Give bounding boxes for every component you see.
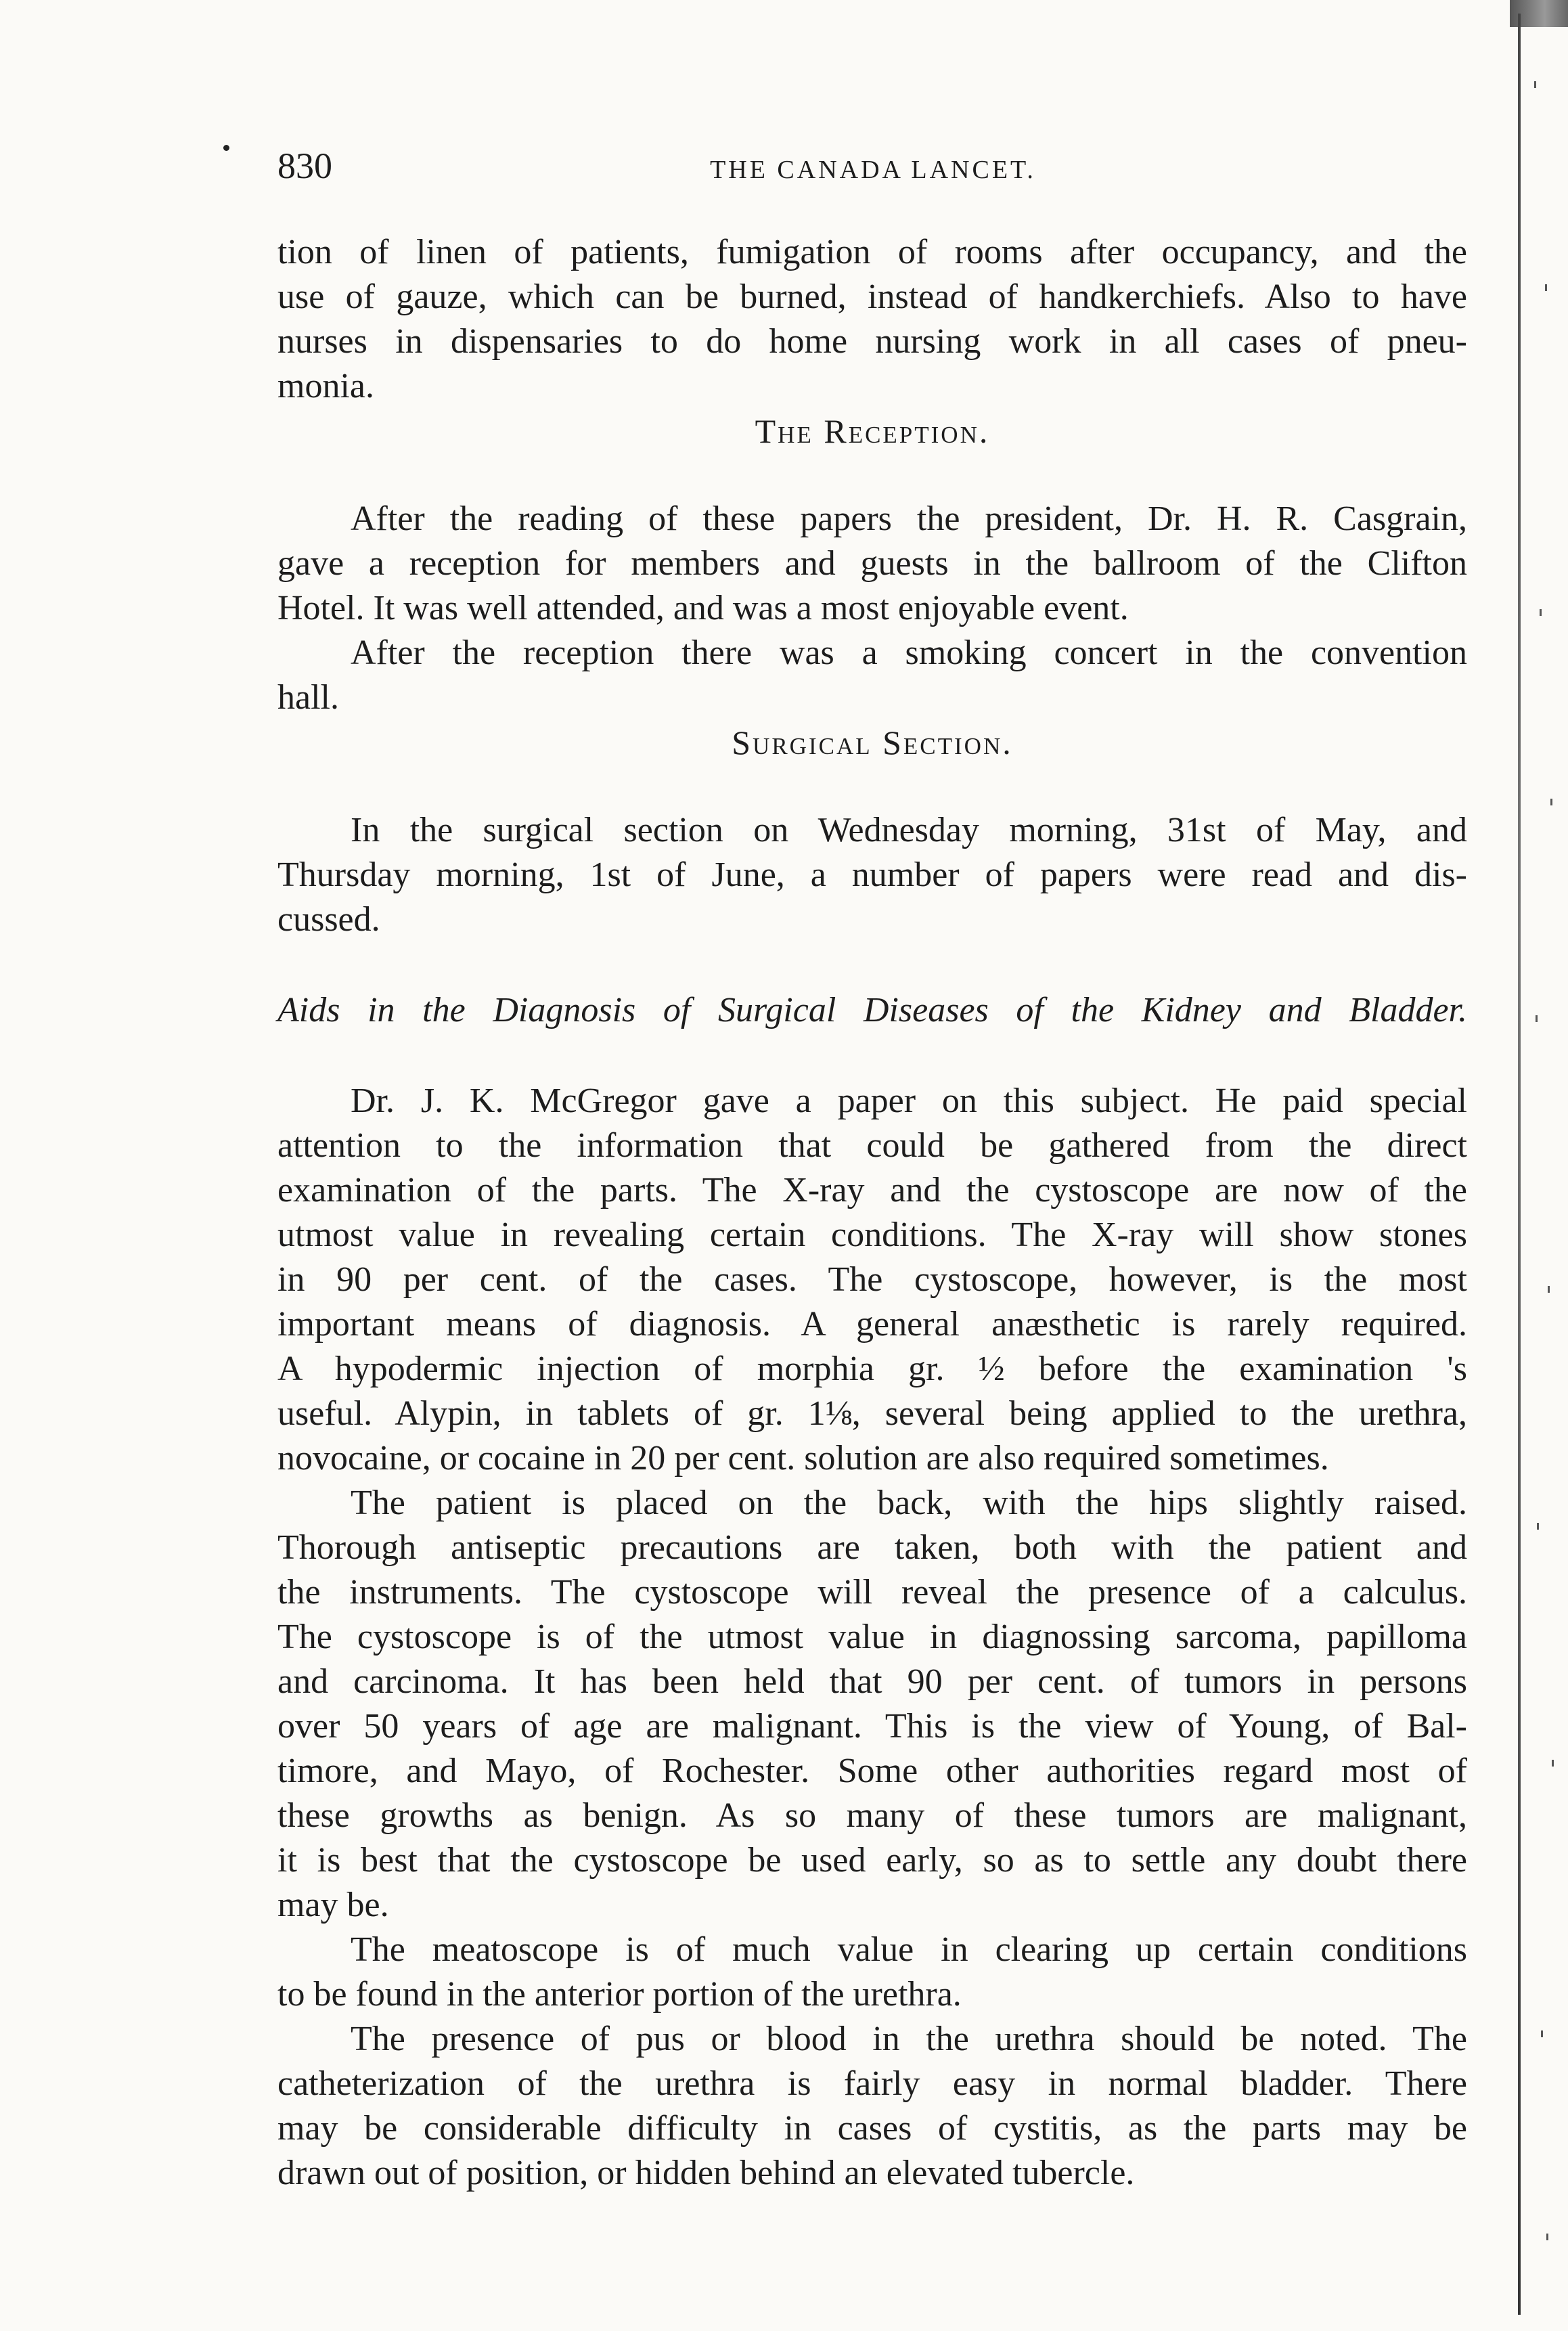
text-line: tion of linen of patients, fumigation of rooms after occupancy, and the	[277, 233, 1467, 271]
paper-paragraph-4	[277, 2017, 1467, 2196]
text-line: A hypodermic injection of morphia gr. ½ before the examination 's	[277, 1350, 1467, 1388]
text-line: these growths as benign. As so many of these tumors are malignant,	[277, 1796, 1467, 1835]
text-line: novocaine, or cocaine in 20 per cent. solution are also required sometimes.	[277, 1439, 1329, 1478]
text-line: The meatoscope is of much value in clearing up certain conditions	[351, 1930, 1467, 1969]
text-line: to be found in the anterior portion of the urethra.	[277, 1975, 962, 2014]
text-line: hall.	[277, 678, 339, 717]
text-line: gave a reception for members and guests in the ballroom of the Clifton	[277, 544, 1467, 583]
text-line: and carcinoma. It has been held that 90 per cent. of tumors in persons	[277, 1662, 1467, 1701]
running-header	[277, 139, 1469, 193]
text-line: cussed.	[277, 900, 380, 939]
text-line: important means of diagnosis. A general anæsthetic is rarely required.	[277, 1305, 1467, 1344]
reception-paragraph-2	[277, 631, 1467, 720]
text-line: Thursday morning, 1st of June, a number of papers were read and dis-	[277, 856, 1467, 894]
section-heading-reception: The Reception.	[755, 412, 990, 450]
binding-edge-line	[1518, 14, 1521, 2315]
text-line: In the surgical section on Wednesday morning, 31st of May, and	[351, 811, 1467, 849]
text-line: After the reading of these papers the president, Dr. H. R. Casgrain,	[351, 500, 1467, 538]
text-line: drawn out of position, or hidden behind an elevated tubercle.	[277, 2154, 1135, 2192]
text-line: timore, and Mayo, of Rochester. Some other authorities regard most of	[277, 1752, 1467, 1790]
text-line: nurses in dispensaries to do home nursing work in all cases of pneu-	[277, 322, 1467, 361]
text-line: it is best that the cystoscope be used early, so as to settle any doubt there	[277, 1841, 1467, 1880]
text-line: may be considerable difficulty in cases of cystitis, as the parts may be	[277, 2109, 1467, 2148]
page-number: 830	[277, 146, 332, 186]
section-heading-surgical: Surgical Section.	[732, 724, 1013, 761]
text-line: catheterization of the urethra is fairly easy in normal bladder. There	[277, 2064, 1467, 2103]
page-body	[277, 230, 1467, 2196]
text-line: the instruments. The cystoscope will reveal the presence of a calculus.	[277, 1573, 1467, 1612]
text-line: Thorough antiseptic precautions are taken, both with the patient and	[277, 1528, 1467, 1567]
text-line: monia.	[277, 367, 374, 405]
paper-paragraph-3	[277, 1928, 1467, 2017]
paper-paragraph-2	[277, 1481, 1467, 1928]
text-line: useful. Alypin, in tablets of gr. 1⅛, several being applied to the urethra,	[277, 1394, 1467, 1433]
journal-title: THE CANADA LANCET.	[710, 156, 1036, 184]
surgical-paragraph	[277, 808, 1467, 942]
text-line: attention to the information that could be gathered from the direct	[277, 1126, 1467, 1165]
text-line: Dr. J. K. McGregor gave a paper on this subject. He paid special	[351, 1082, 1467, 1120]
paper-title: Aids in the Diagnosis of Surgical Diseases of the Kidney and Bladder.	[277, 991, 1467, 1029]
intro-paragraph	[277, 230, 1467, 409]
text-line: Hotel. It was well attended, and was a most enjoyable event.	[277, 589, 1129, 627]
paper-paragraph-1	[277, 1079, 1467, 1481]
text-line: The patient is placed on the back, with the hips slightly raised.	[351, 1484, 1467, 1522]
reception-paragraph-1	[277, 497, 1467, 631]
text-line: examination of the parts. The X-ray and the cystoscope are now of the	[277, 1171, 1467, 1209]
text-line: may be.	[277, 1886, 389, 1924]
text-line: use of gauze, which can be burned, instead of handkerchiefs. Also to have	[277, 278, 1467, 316]
text-line: over 50 years of age are malignant. This is the view of Young, of Bal-	[277, 1707, 1467, 1746]
ink-dot	[223, 145, 229, 151]
text-line: The cystoscope is of the utmost value in diagnossing sarcoma, papilloma	[277, 1618, 1467, 1656]
text-line: After the reception there was a smoking concert in the convention	[351, 634, 1467, 672]
text-line: in 90 per cent. of the cases. The cystoscope, however, is the most	[277, 1260, 1467, 1299]
text-line: utmost value in revealing certain conditions. The X-ray will show stones	[277, 1216, 1467, 1254]
text-line: The presence of pus or blood in the urethra should be noted. The	[351, 2020, 1467, 2058]
binding-gutter	[1510, 0, 1568, 2331]
